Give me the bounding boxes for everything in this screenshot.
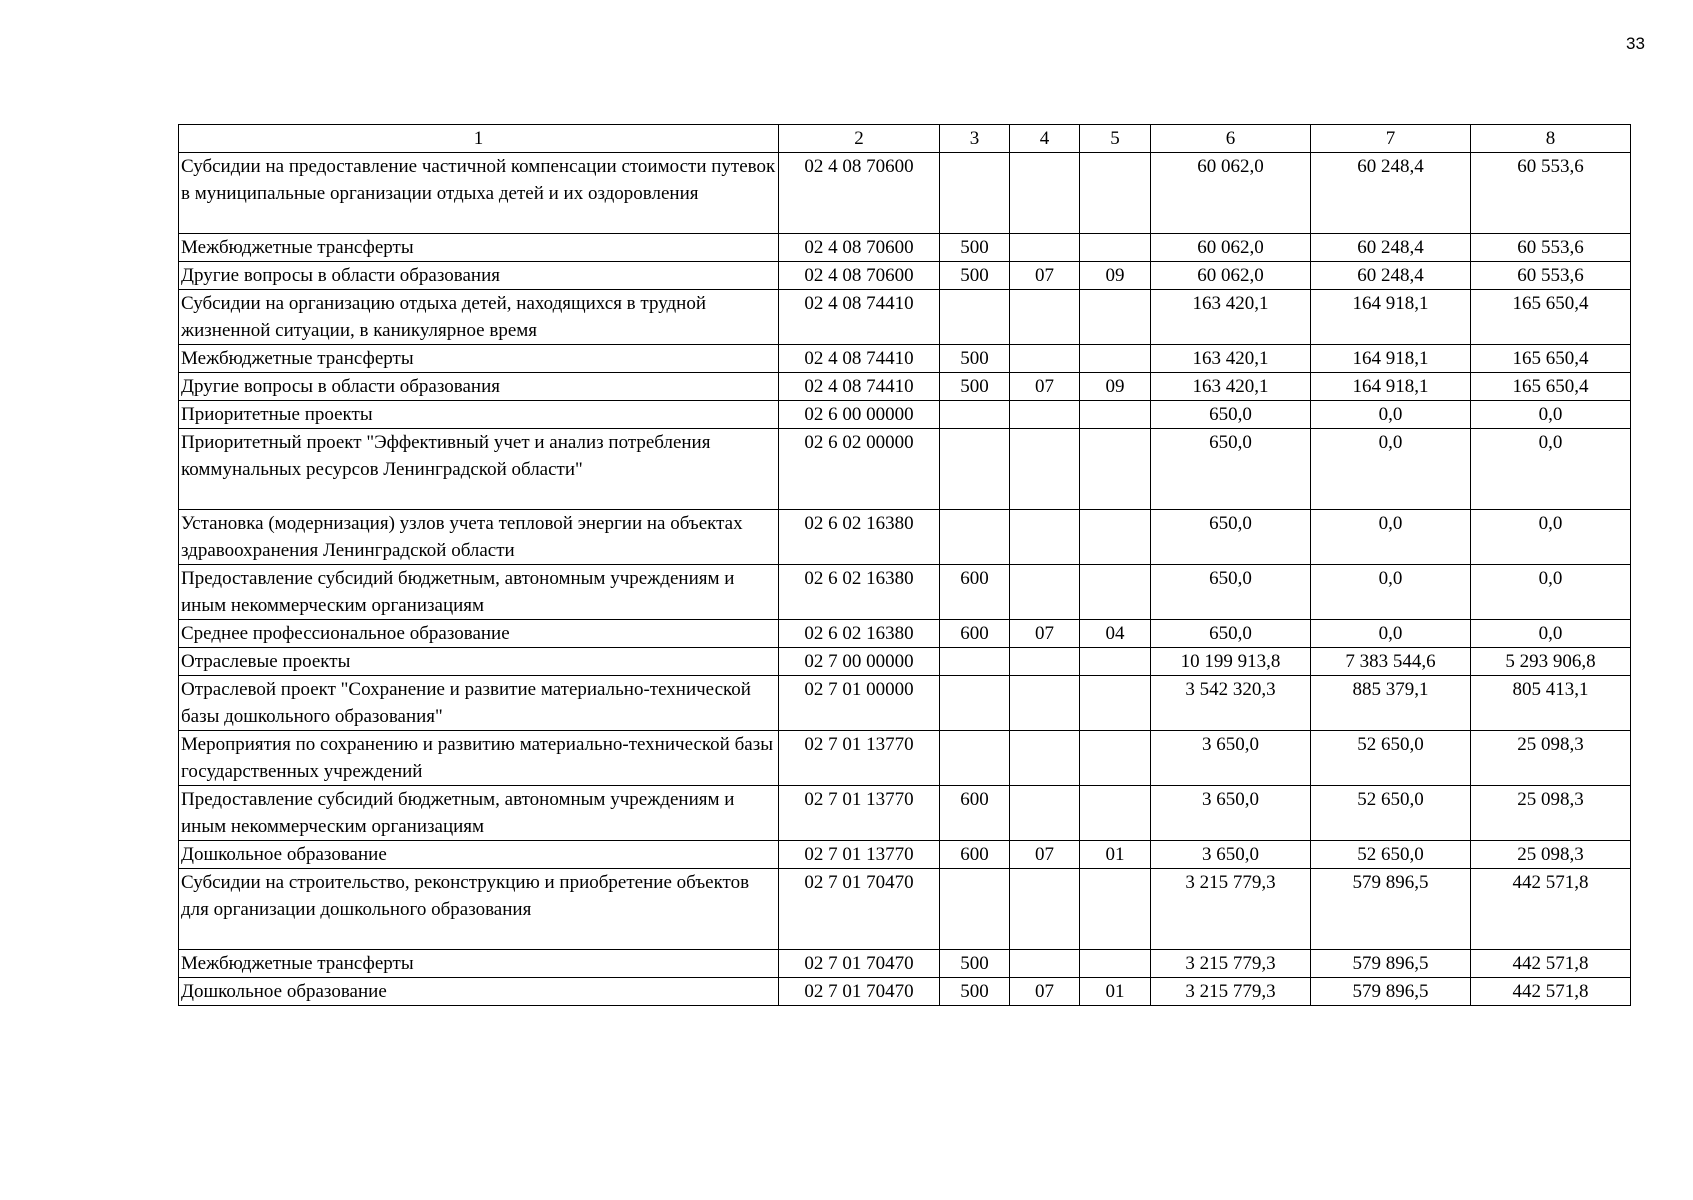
row-col5-cell: 09	[1080, 373, 1151, 401]
row-col3-cell	[940, 676, 1010, 731]
table-row	[179, 373, 1631, 401]
row-value-col7-cell: 164 918,1	[1311, 345, 1471, 373]
row-value-col7-cell: 579 896,5	[1311, 869, 1471, 950]
row-value-col8-cell: 165 650,4	[1471, 290, 1631, 345]
row-code-cell: 02 7 01 70470	[779, 869, 940, 950]
row-col3-cell	[940, 290, 1010, 345]
row-col4-cell: 07	[1010, 978, 1080, 1006]
row-value-col6-cell: 163 420,1	[1151, 345, 1311, 373]
row-value-col7-cell: 60 248,4	[1311, 234, 1471, 262]
column-header: 7	[1311, 125, 1471, 153]
row-code-cell: 02 4 08 74410	[779, 290, 940, 345]
table-row	[179, 429, 1631, 510]
row-col4-cell: 07	[1010, 373, 1080, 401]
row-value-col8-cell: 0,0	[1471, 401, 1631, 429]
row-name-cell: Отраслевой проект "Сохранение и развитие материально-технической базы дошкольного образования"	[179, 676, 779, 731]
budget-table-body	[179, 125, 1631, 1006]
table-row	[179, 620, 1631, 648]
row-col5-cell	[1080, 429, 1151, 510]
row-col5-cell: 04	[1080, 620, 1151, 648]
row-value-col8-cell: 0,0	[1471, 510, 1631, 565]
row-name-cell: Субсидии на организацию отдыха детей, находящихся в трудной жизненной ситуации, в каникулярное время	[179, 290, 779, 345]
row-name-cell: Среднее профессиональное образование	[179, 620, 779, 648]
row-code-cell: 02 4 08 70600	[779, 153, 940, 234]
row-value-col8-cell: 165 650,4	[1471, 345, 1631, 373]
row-col3-cell: 500	[940, 262, 1010, 290]
row-value-col6-cell: 60 062,0	[1151, 262, 1311, 290]
row-value-col7-cell: 0,0	[1311, 429, 1471, 510]
row-col3-cell: 500	[940, 950, 1010, 978]
row-value-col6-cell: 60 062,0	[1151, 153, 1311, 234]
row-value-col8-cell: 25 098,3	[1471, 786, 1631, 841]
row-value-col6-cell: 3 650,0	[1151, 731, 1311, 786]
row-code-cell: 02 4 08 70600	[779, 234, 940, 262]
row-name-cell: Межбюджетные трансферты	[179, 234, 779, 262]
row-value-col8-cell: 25 098,3	[1471, 731, 1631, 786]
row-name-cell: Установка (модернизация) узлов учета тепловой энергии на объектах здравоохранения Ленинградской области	[179, 510, 779, 565]
row-value-col7-cell: 0,0	[1311, 401, 1471, 429]
row-code-cell: 02 7 01 13770	[779, 841, 940, 869]
row-col4-cell	[1010, 565, 1080, 620]
row-value-col8-cell: 165 650,4	[1471, 373, 1631, 401]
row-name-cell: Межбюджетные трансферты	[179, 950, 779, 978]
row-value-col8-cell: 0,0	[1471, 429, 1631, 510]
row-value-col7-cell: 579 896,5	[1311, 978, 1471, 1006]
row-col3-cell: 500	[940, 978, 1010, 1006]
row-col5-cell	[1080, 648, 1151, 676]
table-row	[179, 290, 1631, 345]
row-col4-cell	[1010, 401, 1080, 429]
row-name-cell: Дошкольное образование	[179, 978, 779, 1006]
row-code-cell: 02 7 01 00000	[779, 676, 940, 731]
table-header-row	[179, 125, 1631, 153]
row-col4-cell	[1010, 345, 1080, 373]
row-code-cell: 02 6 02 00000	[779, 429, 940, 510]
row-col3-cell: 500	[940, 234, 1010, 262]
row-value-col8-cell: 442 571,8	[1471, 950, 1631, 978]
row-code-cell: 02 4 08 74410	[779, 373, 940, 401]
table-row	[179, 978, 1631, 1006]
row-col5-cell: 09	[1080, 262, 1151, 290]
row-col4-cell: 07	[1010, 841, 1080, 869]
row-code-cell: 02 4 08 70600	[779, 262, 940, 290]
row-col5-cell	[1080, 786, 1151, 841]
table-row	[179, 676, 1631, 731]
table-row	[179, 401, 1631, 429]
row-value-col7-cell: 0,0	[1311, 565, 1471, 620]
column-header: 4	[1010, 125, 1080, 153]
row-value-col7-cell: 7 383 544,6	[1311, 648, 1471, 676]
table-row	[179, 731, 1631, 786]
row-col5-cell	[1080, 676, 1151, 731]
row-col4-cell	[1010, 676, 1080, 731]
column-header: 6	[1151, 125, 1311, 153]
row-value-col7-cell: 579 896,5	[1311, 950, 1471, 978]
row-name-cell: Мероприятия по сохранению и развитию материально-технической базы государственных учреждений	[179, 731, 779, 786]
column-header: 5	[1080, 125, 1151, 153]
row-name-cell: Другие вопросы в области образования	[179, 373, 779, 401]
page-number: 33	[1626, 34, 1645, 53]
row-col5-cell	[1080, 290, 1151, 345]
row-col4-cell	[1010, 648, 1080, 676]
row-col3-cell	[940, 429, 1010, 510]
row-value-col6-cell: 650,0	[1151, 620, 1311, 648]
row-value-col8-cell: 5 293 906,8	[1471, 648, 1631, 676]
row-code-cell: 02 7 01 13770	[779, 731, 940, 786]
row-col5-cell	[1080, 510, 1151, 565]
row-col4-cell	[1010, 290, 1080, 345]
column-header: 3	[940, 125, 1010, 153]
table-row	[179, 510, 1631, 565]
row-value-col6-cell: 3 215 779,3	[1151, 978, 1311, 1006]
row-col4-cell	[1010, 153, 1080, 234]
row-col3-cell	[940, 731, 1010, 786]
row-col4-cell	[1010, 510, 1080, 565]
row-value-col8-cell: 0,0	[1471, 620, 1631, 648]
row-col5-cell	[1080, 401, 1151, 429]
row-name-cell: Приоритетные проекты	[179, 401, 779, 429]
table-row	[179, 345, 1631, 373]
row-value-col6-cell: 650,0	[1151, 510, 1311, 565]
row-value-col6-cell: 650,0	[1151, 429, 1311, 510]
row-value-col7-cell: 60 248,4	[1311, 262, 1471, 290]
column-header: 1	[179, 125, 779, 153]
row-col5-cell: 01	[1080, 978, 1151, 1006]
row-name-cell: Другие вопросы в области образования	[179, 262, 779, 290]
row-value-col8-cell: 60 553,6	[1471, 153, 1631, 234]
row-value-col6-cell: 650,0	[1151, 565, 1311, 620]
row-col3-cell	[940, 401, 1010, 429]
table-row	[179, 786, 1631, 841]
row-code-cell: 02 7 00 00000	[779, 648, 940, 676]
row-name-cell: Дошкольное образование	[179, 841, 779, 869]
row-code-cell: 02 6 02 16380	[779, 565, 940, 620]
row-col4-cell	[1010, 234, 1080, 262]
row-value-col6-cell: 3 542 320,3	[1151, 676, 1311, 731]
row-code-cell: 02 6 00 00000	[779, 401, 940, 429]
row-value-col6-cell: 3 650,0	[1151, 786, 1311, 841]
row-value-col8-cell: 805 413,1	[1471, 676, 1631, 731]
row-col3-cell: 500	[940, 345, 1010, 373]
row-value-col6-cell: 650,0	[1151, 401, 1311, 429]
row-col3-cell: 600	[940, 565, 1010, 620]
row-value-col6-cell: 10 199 913,8	[1151, 648, 1311, 676]
table-row	[179, 648, 1631, 676]
row-value-col6-cell: 60 062,0	[1151, 234, 1311, 262]
row-name-cell: Субсидии на предоставление частичной компенсации стоимости путевок в муниципальные организации отдыха детей и их оздоровления	[179, 153, 779, 234]
row-col4-cell	[1010, 731, 1080, 786]
table-row	[179, 841, 1631, 869]
row-col4-cell	[1010, 869, 1080, 950]
row-col4-cell	[1010, 786, 1080, 841]
row-name-cell: Предоставление субсидий бюджетным, автономным учреждениям и иным некоммерческим организациям	[179, 565, 779, 620]
row-value-col6-cell: 163 420,1	[1151, 373, 1311, 401]
table-row	[179, 950, 1631, 978]
table-row	[179, 262, 1631, 290]
row-name-cell: Субсидии на строительство, реконструкцию и приобретение объектов для организации дошкольного образования	[179, 869, 779, 950]
row-col4-cell	[1010, 429, 1080, 510]
row-value-col6-cell: 3 215 779,3	[1151, 869, 1311, 950]
row-col5-cell	[1080, 153, 1151, 234]
row-col5-cell	[1080, 950, 1151, 978]
column-header: 8	[1471, 125, 1631, 153]
row-value-col7-cell: 0,0	[1311, 620, 1471, 648]
row-value-col7-cell: 52 650,0	[1311, 786, 1471, 841]
row-value-col8-cell: 60 553,6	[1471, 234, 1631, 262]
row-value-col7-cell: 52 650,0	[1311, 841, 1471, 869]
row-col4-cell	[1010, 950, 1080, 978]
row-col4-cell: 07	[1010, 262, 1080, 290]
row-code-cell: 02 7 01 70470	[779, 950, 940, 978]
row-value-col8-cell: 0,0	[1471, 565, 1631, 620]
row-code-cell: 02 7 01 13770	[779, 786, 940, 841]
row-value-col7-cell: 164 918,1	[1311, 373, 1471, 401]
row-col5-cell	[1080, 869, 1151, 950]
table-row	[179, 234, 1631, 262]
row-value-col6-cell: 3 215 779,3	[1151, 950, 1311, 978]
row-value-col6-cell: 3 650,0	[1151, 841, 1311, 869]
row-col3-cell: 600	[940, 786, 1010, 841]
row-value-col7-cell: 0,0	[1311, 510, 1471, 565]
row-code-cell: 02 7 01 70470	[779, 978, 940, 1006]
row-value-col8-cell: 60 553,6	[1471, 262, 1631, 290]
row-name-cell: Предоставление субсидий бюджетным, автономным учреждениям и иным некоммерческим организациям	[179, 786, 779, 841]
row-value-col8-cell: 442 571,8	[1471, 869, 1631, 950]
row-col3-cell	[940, 869, 1010, 950]
row-value-col7-cell: 164 918,1	[1311, 290, 1471, 345]
row-value-col8-cell: 25 098,3	[1471, 841, 1631, 869]
budget-table	[178, 124, 1631, 1006]
row-col5-cell: 01	[1080, 841, 1151, 869]
row-code-cell: 02 6 02 16380	[779, 620, 940, 648]
row-name-cell: Приоритетный проект "Эффективный учет и анализ потребления коммунальных ресурсов Ленинградской области"	[179, 429, 779, 510]
column-header: 2	[779, 125, 940, 153]
table-row	[179, 153, 1631, 234]
row-code-cell: 02 6 02 16380	[779, 510, 940, 565]
table-row	[179, 565, 1631, 620]
row-value-col6-cell: 163 420,1	[1151, 290, 1311, 345]
row-col5-cell	[1080, 565, 1151, 620]
row-name-cell: Межбюджетные трансферты	[179, 345, 779, 373]
row-value-col7-cell: 60 248,4	[1311, 153, 1471, 234]
row-value-col7-cell: 885 379,1	[1311, 676, 1471, 731]
row-value-col7-cell: 52 650,0	[1311, 731, 1471, 786]
row-name-cell: Отраслевые проекты	[179, 648, 779, 676]
row-col5-cell	[1080, 234, 1151, 262]
row-col3-cell: 600	[940, 620, 1010, 648]
row-col4-cell: 07	[1010, 620, 1080, 648]
row-code-cell: 02 4 08 74410	[779, 345, 940, 373]
row-col3-cell	[940, 153, 1010, 234]
row-col5-cell	[1080, 731, 1151, 786]
row-value-col8-cell: 442 571,8	[1471, 978, 1631, 1006]
row-col3-cell	[940, 648, 1010, 676]
row-col3-cell: 600	[940, 841, 1010, 869]
row-col5-cell	[1080, 345, 1151, 373]
row-col3-cell	[940, 510, 1010, 565]
row-col3-cell: 500	[940, 373, 1010, 401]
table-row	[179, 869, 1631, 950]
